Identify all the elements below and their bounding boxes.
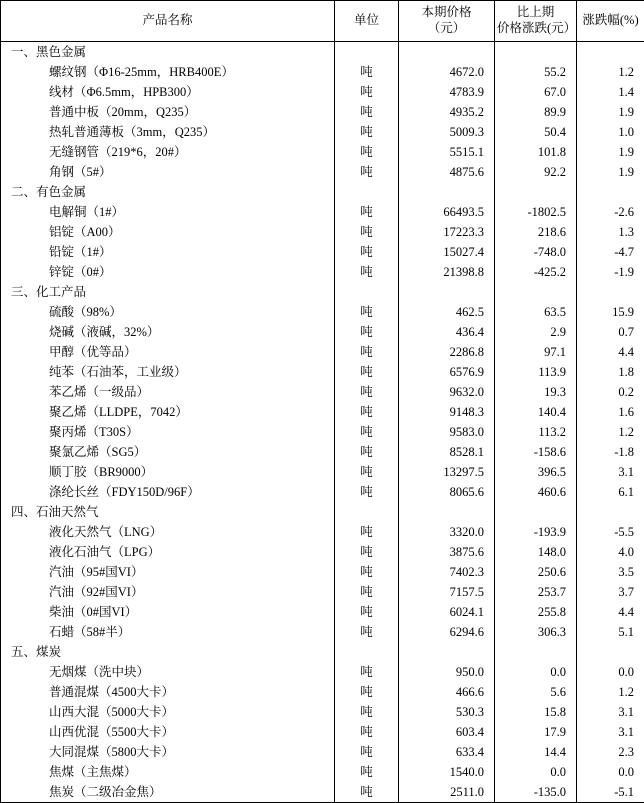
cell-product-name	[1, 82, 335, 102]
cell-price-change	[495, 502, 577, 522]
cell-change-pct	[577, 642, 644, 662]
cell-price-change	[495, 282, 577, 302]
cell-current-price	[399, 502, 495, 522]
product-name: 焦煤（主焦煤）	[5, 765, 137, 779]
table-row	[1, 622, 644, 642]
cell-current-price: 7402.3	[399, 562, 495, 582]
cell-change-pct: 1.4	[577, 82, 644, 102]
cell-current-price: 6576.9	[399, 362, 495, 382]
cell-product-name	[1, 342, 335, 362]
cell-change-pct: 3.5	[577, 562, 644, 582]
category-label: 三、化工产品	[5, 285, 86, 299]
product-name: 铅锭（1#）	[5, 245, 112, 259]
cell-unit: 吨	[335, 602, 399, 622]
cell-change-pct: 1.6	[577, 402, 644, 422]
table-row	[1, 142, 644, 162]
cell-price-change: 306.3	[495, 622, 577, 642]
cell-change-pct: -4.7	[577, 242, 644, 262]
cell-price-change: 50.4	[495, 122, 577, 142]
cell-current-price: 603.4	[399, 722, 495, 742]
product-name: 普通中板（20mm，Q235）	[5, 105, 196, 119]
product-name: 聚氯乙烯（SG5）	[5, 445, 146, 459]
cell-unit: 吨	[335, 302, 399, 322]
table-row-category	[1, 182, 644, 202]
cell-product-name	[1, 682, 335, 702]
cell-price-change: 92.2	[495, 162, 577, 182]
cell-current-price: 9583.0	[399, 422, 495, 442]
cell-price-change: 253.7	[495, 582, 577, 602]
cell-unit: 吨	[335, 402, 399, 422]
product-name: 汽油（95#国VI）	[5, 565, 143, 579]
cell-current-price: 462.5	[399, 302, 495, 322]
table-row	[1, 402, 644, 422]
category-label: 二、有色金属	[5, 185, 86, 199]
cell-current-price: 6024.1	[399, 602, 495, 622]
table-row	[1, 162, 644, 182]
cell-product-name	[1, 162, 335, 182]
table-row	[1, 422, 644, 442]
cell-unit: 吨	[335, 622, 399, 642]
cell-change-pct: 6.1	[577, 482, 644, 502]
cell-product-name	[1, 242, 335, 262]
cell-product-name	[1, 322, 335, 342]
cell-product-name	[1, 502, 335, 522]
cell-current-price: 950.0	[399, 662, 495, 682]
cell-change-pct: 1.3	[577, 222, 644, 242]
cell-product-name	[1, 522, 335, 542]
cell-unit: 吨	[335, 422, 399, 442]
column-header-change-line1: 比上期	[497, 5, 574, 21]
cell-unit: 吨	[335, 62, 399, 82]
cell-current-price: 6294.6	[399, 622, 495, 642]
cell-product-name	[1, 262, 335, 282]
cell-unit: 吨	[335, 562, 399, 582]
cell-current-price: 3320.0	[399, 522, 495, 542]
cell-price-change: -748.0	[495, 242, 577, 262]
cell-price-change: 55.2	[495, 62, 577, 82]
cell-unit: 吨	[335, 262, 399, 282]
table-row	[1, 462, 644, 482]
table-row	[1, 382, 644, 402]
cell-current-price	[399, 642, 495, 662]
cell-current-price	[399, 182, 495, 202]
cell-unit: 吨	[335, 542, 399, 562]
cell-change-pct: 3.7	[577, 582, 644, 602]
table-row	[1, 222, 644, 242]
cell-change-pct: 3.1	[577, 702, 644, 722]
table-row	[1, 322, 644, 342]
cell-unit: 吨	[335, 382, 399, 402]
cell-unit: 吨	[335, 762, 399, 782]
cell-change-pct: -1.9	[577, 262, 644, 282]
table-row-category	[1, 642, 644, 662]
table-row	[1, 682, 644, 702]
table-header-row	[1, 1, 644, 42]
cell-product-name	[1, 782, 335, 803]
cell-unit: 吨	[335, 142, 399, 162]
cell-unit: 吨	[335, 102, 399, 122]
table-body	[1, 42, 644, 803]
cell-unit: 吨	[335, 462, 399, 482]
cell-unit: 吨	[335, 722, 399, 742]
table-row	[1, 122, 644, 142]
table-row-category	[1, 502, 644, 522]
cell-product-name	[1, 282, 335, 302]
cell-product-name	[1, 602, 335, 622]
cell-unit: 吨	[335, 442, 399, 462]
cell-price-change: -1802.5	[495, 202, 577, 222]
cell-unit: 吨	[335, 162, 399, 182]
cell-unit: 吨	[335, 342, 399, 362]
table-row	[1, 582, 644, 602]
cell-product-name	[1, 622, 335, 642]
cell-unit: 吨	[335, 702, 399, 722]
cell-price-change: 148.0	[495, 542, 577, 562]
cell-change-pct: 4.0	[577, 542, 644, 562]
cell-product-name	[1, 442, 335, 462]
cell-price-change: 0.0	[495, 762, 577, 782]
cell-change-pct: 1.9	[577, 102, 644, 122]
cell-price-change: 140.4	[495, 402, 577, 422]
cell-change-pct: 3.1	[577, 462, 644, 482]
cell-price-change: 14.4	[495, 742, 577, 762]
cell-current-price	[399, 42, 495, 63]
cell-product-name	[1, 382, 335, 402]
cell-price-change: 89.9	[495, 102, 577, 122]
cell-price-change: 67.0	[495, 82, 577, 102]
cell-unit	[335, 42, 399, 63]
cell-price-change: 218.6	[495, 222, 577, 242]
product-name: 山西大混（5000大卡）	[5, 705, 174, 719]
cell-product-name	[1, 582, 335, 602]
table-row	[1, 242, 644, 262]
column-header-current-price	[399, 1, 495, 42]
cell-unit: 吨	[335, 222, 399, 242]
table-row	[1, 102, 644, 122]
cell-price-change	[495, 182, 577, 202]
cell-current-price: 2286.8	[399, 342, 495, 362]
cell-change-pct: 0.0	[577, 662, 644, 682]
cell-price-change	[495, 42, 577, 63]
cell-unit	[335, 182, 399, 202]
cell-product-name	[1, 722, 335, 742]
cell-price-change: 460.6	[495, 482, 577, 502]
cell-change-pct	[577, 182, 644, 202]
table-row	[1, 762, 644, 782]
table-row	[1, 562, 644, 582]
table-row	[1, 442, 644, 462]
cell-unit: 吨	[335, 582, 399, 602]
cell-current-price: 66493.5	[399, 202, 495, 222]
cell-price-change: 0.0	[495, 662, 577, 682]
cell-change-pct: 5.1	[577, 622, 644, 642]
cell-current-price: 9632.0	[399, 382, 495, 402]
table-row	[1, 482, 644, 502]
table-row	[1, 602, 644, 622]
product-name: 线材（Φ6.5mm，HPB300）	[5, 85, 199, 99]
cell-current-price: 530.3	[399, 702, 495, 722]
table-header	[1, 1, 644, 42]
product-name: 锌锭（0#）	[5, 265, 112, 279]
cell-change-pct: 2.3	[577, 742, 644, 762]
product-name: 聚乙烯（LLDPE，7042）	[5, 405, 188, 419]
cell-current-price: 2511.0	[399, 782, 495, 803]
cell-unit: 吨	[335, 122, 399, 142]
product-name: 山西优混（5500大卡）	[5, 725, 174, 739]
product-name: 苯乙烯（一级品）	[5, 385, 149, 399]
cell-unit	[335, 282, 399, 302]
cell-change-pct: 0.7	[577, 322, 644, 342]
product-name: 铝锭（A00）	[5, 225, 121, 239]
cell-current-price: 7157.5	[399, 582, 495, 602]
cell-unit: 吨	[335, 82, 399, 102]
table-row-category	[1, 282, 644, 302]
cell-change-pct: -5.1	[577, 782, 644, 803]
cell-product-name	[1, 302, 335, 322]
cell-product-name	[1, 142, 335, 162]
column-header-change-line2: 价格涨跌(元）	[497, 21, 574, 37]
cell-current-price: 4783.9	[399, 82, 495, 102]
cell-product-name	[1, 662, 335, 682]
cell-product-name	[1, 402, 335, 422]
product-name: 硫酸（98%）	[5, 305, 122, 319]
cell-unit: 吨	[335, 242, 399, 262]
table-row	[1, 782, 644, 803]
cell-price-change: 396.5	[495, 462, 577, 482]
product-name: 螺纹钢（Φ16-25mm，HRB400E）	[5, 65, 234, 79]
cell-price-change: -158.6	[495, 442, 577, 462]
category-label: 四、石油天然气	[5, 505, 99, 519]
cell-change-pct: -5.5	[577, 522, 644, 542]
cell-change-pct	[577, 502, 644, 522]
cell-price-change: 97.1	[495, 342, 577, 362]
cell-change-pct: 4.4	[577, 342, 644, 362]
table-row	[1, 702, 644, 722]
cell-product-name	[1, 222, 335, 242]
cell-product-name	[1, 62, 335, 82]
cell-change-pct	[577, 282, 644, 302]
column-header-current-price-line2: （元）	[401, 21, 492, 37]
product-name: 电解铜（1#）	[5, 205, 124, 219]
column-header-product-name: 产品名称	[1, 1, 335, 42]
cell-unit	[335, 642, 399, 662]
cell-change-pct: 1.0	[577, 122, 644, 142]
cell-price-change: -425.2	[495, 262, 577, 282]
cell-current-price: 8528.1	[399, 442, 495, 462]
category-label: 一、黑色金属	[5, 45, 86, 59]
product-name: 普通混煤（4500大卡）	[5, 685, 174, 699]
cell-change-pct: 1.2	[577, 682, 644, 702]
product-name: 液化天然气（LNG）	[5, 525, 162, 539]
cell-price-change: 19.3	[495, 382, 577, 402]
table-row	[1, 82, 644, 102]
product-name: 聚丙烯（T30S）	[5, 425, 139, 439]
column-header-current-price-line1: 本期价格	[401, 5, 492, 21]
column-header-change-pct: 涨跌幅(%)	[577, 1, 644, 42]
cell-unit: 吨	[335, 782, 399, 803]
cell-change-pct: 1.8	[577, 362, 644, 382]
cell-product-name	[1, 182, 335, 202]
cell-current-price: 4875.6	[399, 162, 495, 182]
cell-product-name	[1, 742, 335, 762]
cell-current-price: 3875.6	[399, 542, 495, 562]
product-name: 液化石油气（LPG）	[5, 545, 160, 559]
table-row	[1, 342, 644, 362]
cell-change-pct: 1.9	[577, 162, 644, 182]
cell-product-name	[1, 122, 335, 142]
cell-unit: 吨	[335, 202, 399, 222]
product-name: 无缝钢管（219*6，20#）	[5, 145, 187, 159]
cell-product-name	[1, 202, 335, 222]
table-row	[1, 262, 644, 282]
cell-change-pct: 1.2	[577, 422, 644, 442]
cell-current-price: 15027.4	[399, 242, 495, 262]
product-name: 焦炭（二级冶金焦）	[5, 785, 162, 799]
cell-price-change: 2.9	[495, 322, 577, 342]
cell-price-change: 255.8	[495, 602, 577, 622]
cell-current-price: 21398.8	[399, 262, 495, 282]
table-row	[1, 522, 644, 542]
cell-change-pct: 3.1	[577, 722, 644, 742]
cell-product-name	[1, 762, 335, 782]
table-row	[1, 302, 644, 322]
cell-price-change: 15.8	[495, 702, 577, 722]
cell-current-price: 17223.3	[399, 222, 495, 242]
cell-change-pct: -2.6	[577, 202, 644, 222]
cell-unit: 吨	[335, 322, 399, 342]
cell-change-pct: 1.9	[577, 142, 644, 162]
cell-current-price: 1540.0	[399, 762, 495, 782]
cell-product-name	[1, 562, 335, 582]
cell-change-pct: 0.2	[577, 382, 644, 402]
product-name: 石蜡（58#半）	[5, 625, 130, 639]
cell-product-name	[1, 102, 335, 122]
product-name: 热轧普通薄板（3mm，Q235）	[5, 125, 215, 139]
product-name: 汽油（92#国VI）	[5, 585, 143, 599]
cell-change-pct: 4.4	[577, 602, 644, 622]
cell-price-change: 113.9	[495, 362, 577, 382]
cell-current-price: 4672.0	[399, 62, 495, 82]
cell-product-name	[1, 362, 335, 382]
product-name: 顺丁胶（BR9000）	[5, 465, 153, 479]
product-name: 柴油（0#国VI）	[5, 605, 137, 619]
cell-price-change: 5.6	[495, 682, 577, 702]
table-row	[1, 722, 644, 742]
product-name: 涤纶长丝（FDY150D/96F）	[5, 485, 200, 499]
cell-current-price: 466.6	[399, 682, 495, 702]
product-name: 大同混煤（5800大卡）	[5, 745, 174, 759]
cell-current-price	[399, 282, 495, 302]
table-row	[1, 202, 644, 222]
cell-current-price: 13297.5	[399, 462, 495, 482]
cell-product-name	[1, 702, 335, 722]
cell-change-pct: 0.0	[577, 762, 644, 782]
column-header-change	[495, 1, 577, 42]
product-name: 无烟煤（洗中块）	[5, 665, 149, 679]
cell-product-name	[1, 462, 335, 482]
cell-current-price: 8065.6	[399, 482, 495, 502]
cell-price-change: -135.0	[495, 782, 577, 803]
table-row	[1, 662, 644, 682]
cell-unit: 吨	[335, 682, 399, 702]
table-row	[1, 742, 644, 762]
cell-change-pct: 15.9	[577, 302, 644, 322]
column-header-unit: 单位	[335, 1, 399, 42]
cell-product-name	[1, 42, 335, 63]
table-row	[1, 362, 644, 382]
cell-unit	[335, 502, 399, 522]
cell-unit: 吨	[335, 482, 399, 502]
cell-price-change: 101.8	[495, 142, 577, 162]
category-label: 五、煤炭	[5, 645, 61, 659]
cell-price-change	[495, 642, 577, 662]
product-name: 甲醇（优等品）	[5, 345, 137, 359]
cell-unit: 吨	[335, 522, 399, 542]
product-name: 烧碱（液碱，32%）	[5, 325, 159, 339]
cell-price-change: 17.9	[495, 722, 577, 742]
cell-change-pct: -1.8	[577, 442, 644, 462]
cell-current-price: 633.4	[399, 742, 495, 762]
cell-current-price: 436.4	[399, 322, 495, 342]
cell-change-pct: 1.2	[577, 62, 644, 82]
table-row-category	[1, 42, 644, 63]
table-row	[1, 62, 644, 82]
product-name: 角钢（5#）	[5, 165, 112, 179]
cell-current-price: 5515.1	[399, 142, 495, 162]
cell-unit: 吨	[335, 662, 399, 682]
cell-price-change: 63.5	[495, 302, 577, 322]
cell-current-price: 5009.3	[399, 122, 495, 142]
cell-current-price: 9148.3	[399, 402, 495, 422]
cell-product-name	[1, 482, 335, 502]
cell-price-change: 250.6	[495, 562, 577, 582]
cell-price-change: 113.2	[495, 422, 577, 442]
cell-unit: 吨	[335, 362, 399, 382]
cell-product-name	[1, 642, 335, 662]
cell-product-name	[1, 422, 335, 442]
product-name: 纯苯（石油苯，工业级）	[5, 365, 187, 379]
cell-unit: 吨	[335, 742, 399, 762]
cell-price-change: -193.9	[495, 522, 577, 542]
cell-current-price: 4935.2	[399, 102, 495, 122]
cell-change-pct	[577, 42, 644, 63]
cell-product-name	[1, 542, 335, 562]
table-row	[1, 542, 644, 562]
